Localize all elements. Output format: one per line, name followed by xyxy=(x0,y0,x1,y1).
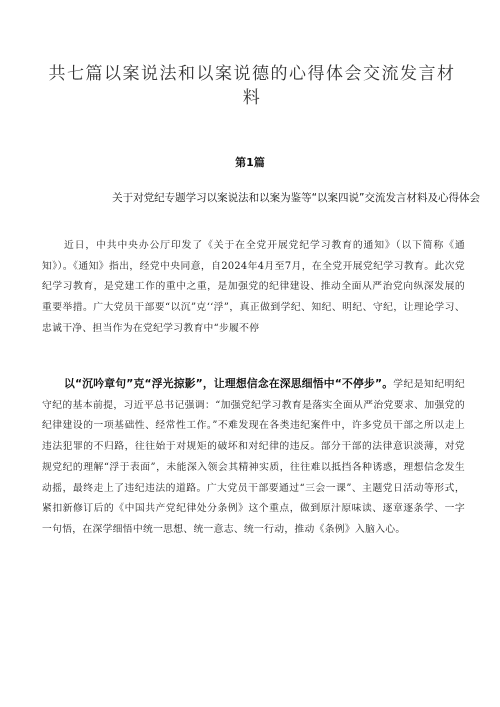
document-title: 共七篇以案说法和以案说德的心得体会交流发言材料 xyxy=(48,64,456,108)
body-paragraph-2 xyxy=(42,374,465,541)
body-paragraph-1: 近日，中共中央办公厅印发了《关于在全党开展党纪学习教育的通知》（以下简称《通知》）。《通知》指出，经党中央同意，自2024年4月至7月，在全党开展党纪学习教育。此次党纪学习教育，是党建工作的重中之重，是加强党的纪律建设、推动全面从严治党向纵深发展的重要举措。广大党员干部要“以沉”克‘‘浮”，真正做到学纪、知纪、明纪、守纪，让理论学习、忠诚干净、担当作为在党纪学习教育中“步履不停 xyxy=(42,240,465,334)
paragraph-lead-heading: 以“沉吟章句”克“浮光掠影”，让理想信念在深思细悟中“不停步”。 xyxy=(64,377,394,390)
paragraph-2-text: 学纪是知纪明纪守纪的基本前提，习近平总书记强调：“加强党纪学习教育是落实全面从严治党要求、加强党的纪律建设的一项基础性、经常性工作。”不难发现在各类违纪案件中，许多党员干部之所以走上违法犯罪的不归路，往往始于对规矩的破坏和对纪律的违反。部分干部的法律意识淡薄，对党规党纪的理解“浮于表面”，未能深入领会其精神实质，往往难以抵挡各种诱惑，理想信念发生动摇，最终走上了违纪违法的道路。广大党员干部要通过“三会一课”、主题党日活动等形式，紧扣新修订后的《中国共产党纪律处分条例》这个重点，做到原汁原味读、逐章逐条学、一字一句悟，在深学细悟中统一思想、统一意志、统一行动，推动《条例》入脑入心。 xyxy=(42,379,465,535)
chapter-label: 第1篇 xyxy=(235,156,265,169)
section-subtitle: 关于对党纪专题学习以案说法和以案为鉴等“以案四说”交流发言材料及心得体会 xyxy=(112,192,480,204)
